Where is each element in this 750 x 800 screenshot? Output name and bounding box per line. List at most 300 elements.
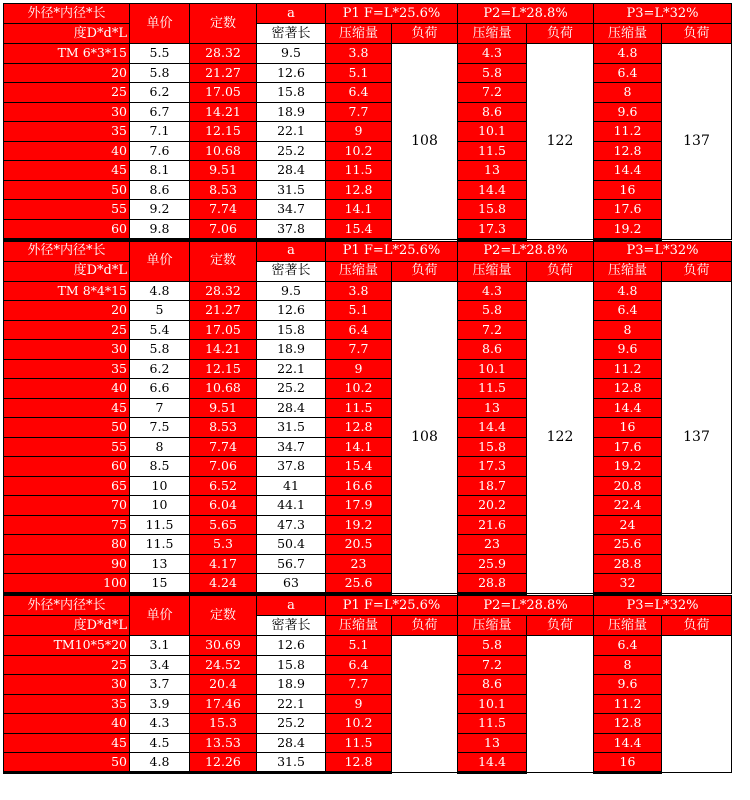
- unit-price[interactable]: 10: [130, 476, 190, 496]
- constant[interactable]: 6.04: [190, 496, 257, 516]
- p1-compression[interactable]: 7.7: [326, 102, 392, 122]
- closed-length[interactable]: 28.4: [257, 733, 326, 753]
- p2-compression[interactable]: 25.9: [458, 554, 527, 574]
- closed-length[interactable]: 37.8: [257, 219, 326, 239]
- unit-price[interactable]: 5.8: [130, 63, 190, 83]
- p1-compression[interactable]: 12.8: [326, 753, 392, 773]
- p2-compression[interactable]: 10.1: [458, 694, 527, 714]
- model-length[interactable]: 90: [4, 554, 130, 574]
- constant[interactable]: 12.15: [190, 359, 257, 379]
- table-row: [4, 636, 732, 656]
- p3-compression[interactable]: 4.8: [594, 281, 662, 301]
- model-length[interactable]: 60: [4, 219, 130, 239]
- p1-compression[interactable]: 11.5: [326, 398, 392, 418]
- table-row: [4, 63, 732, 83]
- unit-price[interactable]: 5.5: [130, 44, 190, 64]
- header-p2[interactable]: P2=L*28.8%: [458, 4, 594, 24]
- p2-compression[interactable]: 14.4: [458, 753, 527, 773]
- table-row: [4, 161, 732, 181]
- header-p1-compression[interactable]: 压缩量: [326, 261, 392, 281]
- p2-compression[interactable]: 15.8: [458, 437, 527, 457]
- unit-price[interactable]: 4.8: [130, 753, 190, 773]
- p1-compression[interactable]: 17.9: [326, 496, 392, 516]
- p1-compression[interactable]: 10.2: [326, 379, 392, 399]
- header-dimension-line1[interactable]: 外径*内径*长: [4, 241, 130, 261]
- p2-compression[interactable]: 20.2: [458, 496, 527, 516]
- model-length[interactable]: TM 6*3*15: [4, 44, 130, 64]
- constant[interactable]: 7.06: [190, 219, 257, 239]
- p3-compression[interactable]: 22.4: [594, 496, 662, 516]
- model-length[interactable]: 60: [4, 457, 130, 477]
- p3-compression[interactable]: 8: [594, 655, 662, 675]
- model-length[interactable]: 65: [4, 476, 130, 496]
- closed-length[interactable]: 44.1: [257, 496, 326, 516]
- table-row: [4, 122, 732, 142]
- header-p3-compression[interactable]: 压缩量: [594, 24, 662, 44]
- header-price[interactable]: 单价: [130, 4, 190, 44]
- table-row: [4, 694, 732, 714]
- p1-compression[interactable]: 19.2: [326, 515, 392, 535]
- p3-compression[interactable]: 6.4: [594, 636, 662, 656]
- closed-length[interactable]: 31.5: [257, 418, 326, 438]
- header-dimension-line1[interactable]: 外径*内径*长: [4, 4, 130, 24]
- p3-compression[interactable]: 16: [594, 753, 662, 773]
- p3-compression[interactable]: 19.2: [594, 219, 662, 239]
- p3-compression[interactable]: 14.4: [594, 161, 662, 181]
- unit-price[interactable]: 9.2: [130, 200, 190, 220]
- p3-compression[interactable]: 32: [594, 574, 662, 594]
- closed-length[interactable]: 28.4: [257, 398, 326, 418]
- p1-compression[interactable]: 16.6: [326, 476, 392, 496]
- p1-compression[interactable]: 3.8: [326, 281, 392, 301]
- constant[interactable]: 14.21: [190, 102, 257, 122]
- header-p3-load[interactable]: 负荷: [662, 24, 732, 44]
- p2-compression[interactable]: 7.2: [458, 83, 527, 103]
- p2-compression[interactable]: 28.8: [458, 574, 527, 594]
- closed-length[interactable]: 15.8: [257, 655, 326, 675]
- unit-price[interactable]: 6.2: [130, 359, 190, 379]
- p1-compression[interactable]: 12.8: [326, 418, 392, 438]
- unit-price[interactable]: 8.1: [130, 161, 190, 181]
- model-length[interactable]: 25: [4, 320, 130, 340]
- p3-load[interactable]: 137: [662, 44, 732, 240]
- unit-price[interactable]: 4.3: [130, 714, 190, 734]
- unit-price[interactable]: 7: [130, 398, 190, 418]
- closed-length[interactable]: 12.6: [257, 301, 326, 321]
- constant[interactable]: 9.51: [190, 398, 257, 418]
- closed-length[interactable]: 22.1: [257, 359, 326, 379]
- constant[interactable]: 20.4: [190, 675, 257, 695]
- table-row: [4, 102, 732, 122]
- model-length[interactable]: TM 8*4*15: [4, 281, 130, 301]
- spec-table-3: [3, 595, 732, 774]
- p2-compression[interactable]: 4.3: [458, 281, 527, 301]
- header-p3-compression[interactable]: 压缩量: [594, 616, 662, 636]
- header-p1[interactable]: P1 F=L*25.6%: [326, 4, 458, 24]
- header-closed-length[interactable]: 密著长: [257, 261, 326, 281]
- unit-price[interactable]: 3.1: [130, 636, 190, 656]
- constant[interactable]: 30.69: [190, 636, 257, 656]
- header-dimension-line2[interactable]: 度D*d*L: [4, 24, 130, 44]
- header-a[interactable]: a: [257, 241, 326, 261]
- header-p1-load[interactable]: 负荷: [392, 24, 458, 44]
- closed-length[interactable]: 15.8: [257, 83, 326, 103]
- header-dimension-line1[interactable]: 外径*内径*长: [4, 596, 130, 616]
- header-a[interactable]: a: [257, 4, 326, 24]
- closed-length[interactable]: 34.7: [257, 200, 326, 220]
- constant[interactable]: 17.46: [190, 694, 257, 714]
- table-row: [4, 753, 732, 773]
- p1-compression[interactable]: 23: [326, 554, 392, 574]
- header-price[interactable]: 单价: [130, 596, 190, 636]
- p3-compression[interactable]: 16: [594, 180, 662, 200]
- unit-price[interactable]: 6.7: [130, 102, 190, 122]
- p2-compression[interactable]: 13: [458, 398, 527, 418]
- p2-compression[interactable]: 14.4: [458, 418, 527, 438]
- model-length[interactable]: 80: [4, 535, 130, 555]
- p1-compression[interactable]: 9: [326, 694, 392, 714]
- p1-compression[interactable]: 11.5: [326, 733, 392, 753]
- constant[interactable]: 7.74: [190, 437, 257, 457]
- model-length[interactable]: 45: [4, 733, 130, 753]
- header-closed-length[interactable]: 密著长: [257, 24, 326, 44]
- header-p2-compression[interactable]: 压缩量: [458, 24, 527, 44]
- unit-price[interactable]: 3.7: [130, 675, 190, 695]
- closed-length[interactable]: 12.6: [257, 63, 326, 83]
- model-length[interactable]: 45: [4, 398, 130, 418]
- header-constant[interactable]: 定数: [190, 241, 257, 281]
- constant[interactable]: 24.52: [190, 655, 257, 675]
- model-length[interactable]: 30: [4, 340, 130, 360]
- p1-load[interactable]: 108: [392, 281, 458, 594]
- p3-compression[interactable]: 20.8: [594, 476, 662, 496]
- constant[interactable]: 7.06: [190, 457, 257, 477]
- model-length[interactable]: 70: [4, 496, 130, 516]
- closed-length[interactable]: 22.1: [257, 694, 326, 714]
- p2-compression[interactable]: 4.3: [458, 44, 527, 64]
- constant[interactable]: 8.53: [190, 418, 257, 438]
- closed-length[interactable]: 12.6: [257, 636, 326, 656]
- p1-compression[interactable]: 11.5: [326, 161, 392, 181]
- p1-load[interactable]: 108: [392, 44, 458, 240]
- p1-compression[interactable]: 15.4: [326, 457, 392, 477]
- p1-compression[interactable]: 9: [326, 122, 392, 142]
- header-p2-compression[interactable]: 压缩量: [458, 616, 527, 636]
- p2-compression[interactable]: 7.2: [458, 655, 527, 675]
- model-length[interactable]: 45: [4, 161, 130, 181]
- header-p2-load[interactable]: 负荷: [527, 261, 594, 281]
- model-length[interactable]: 50: [4, 753, 130, 773]
- p2-compression[interactable]: 8.6: [458, 102, 527, 122]
- p2-compression[interactable]: 23: [458, 535, 527, 555]
- header-p2[interactable]: P2=L*28.8%: [458, 241, 594, 261]
- p2-compression[interactable]: 13: [458, 161, 527, 181]
- closed-length[interactable]: 31.5: [257, 180, 326, 200]
- unit-price[interactable]: 5.8: [130, 340, 190, 360]
- closed-length[interactable]: 15.8: [257, 320, 326, 340]
- p2-compression[interactable]: 7.2: [458, 320, 527, 340]
- p2-compression[interactable]: 17.3: [458, 457, 527, 477]
- p3-compression[interactable]: 8: [594, 83, 662, 103]
- p3-compression[interactable]: 24: [594, 515, 662, 535]
- unit-price[interactable]: 7.1: [130, 122, 190, 142]
- p3-load[interactable]: [662, 636, 732, 773]
- model-length[interactable]: 30: [4, 675, 130, 695]
- model-length[interactable]: 50: [4, 418, 130, 438]
- header-p3[interactable]: P3=L*32%: [594, 4, 732, 24]
- p3-compression[interactable]: 17.6: [594, 200, 662, 220]
- p1-compression[interactable]: 14.1: [326, 437, 392, 457]
- p2-compression[interactable]: 21.6: [458, 515, 527, 535]
- header-p1[interactable]: P1 F=L*25.6%: [326, 241, 458, 261]
- constant[interactable]: 28.32: [190, 44, 257, 64]
- table-row: [4, 340, 732, 360]
- constant[interactable]: 4.17: [190, 554, 257, 574]
- p1-compression[interactable]: 5.1: [326, 63, 392, 83]
- unit-price[interactable]: 15: [130, 574, 190, 594]
- p2-compression[interactable]: 13: [458, 733, 527, 753]
- p1-load[interactable]: [392, 636, 458, 773]
- closed-length[interactable]: 47.3: [257, 515, 326, 535]
- closed-length[interactable]: 25.2: [257, 379, 326, 399]
- closed-length[interactable]: 9.5: [257, 281, 326, 301]
- model-length[interactable]: 25: [4, 655, 130, 675]
- unit-price[interactable]: 8.6: [130, 180, 190, 200]
- constant[interactable]: 10.68: [190, 379, 257, 399]
- p2-compression[interactable]: 15.8: [458, 200, 527, 220]
- constant[interactable]: 5.65: [190, 515, 257, 535]
- unit-price[interactable]: 11.5: [130, 535, 190, 555]
- p3-compression[interactable]: 28.8: [594, 554, 662, 574]
- unit-price[interactable]: 10: [130, 496, 190, 516]
- p3-compression[interactable]: 14.4: [594, 733, 662, 753]
- closed-length[interactable]: 18.9: [257, 340, 326, 360]
- constant[interactable]: 10.68: [190, 141, 257, 161]
- constant[interactable]: 7.74: [190, 200, 257, 220]
- header-p3[interactable]: P3=L*32%: [594, 241, 732, 261]
- p1-compression[interactable]: 5.1: [326, 301, 392, 321]
- unit-price[interactable]: 8: [130, 437, 190, 457]
- p2-compression[interactable]: 17.3: [458, 219, 527, 239]
- p3-compression[interactable]: 9.6: [594, 102, 662, 122]
- header-p2-compression[interactable]: 压缩量: [458, 261, 527, 281]
- p2-compression[interactable]: 8.6: [458, 675, 527, 695]
- header-p1-compression[interactable]: 压缩量: [326, 616, 392, 636]
- header-p3-load[interactable]: 负荷: [662, 616, 732, 636]
- unit-price[interactable]: 6.6: [130, 379, 190, 399]
- header-row: [4, 596, 732, 616]
- p3-compression[interactable]: 11.2: [594, 122, 662, 142]
- p2-compression[interactable]: 10.1: [458, 359, 527, 379]
- model-length[interactable]: 20: [4, 301, 130, 321]
- constant[interactable]: 9.51: [190, 161, 257, 181]
- model-length[interactable]: 35: [4, 694, 130, 714]
- closed-length[interactable]: 18.9: [257, 102, 326, 122]
- header-a[interactable]: a: [257, 596, 326, 616]
- header-p1[interactable]: P1 F=L*25.6%: [326, 596, 458, 616]
- constant[interactable]: 4.24: [190, 574, 257, 594]
- header-constant[interactable]: 定数: [190, 596, 257, 636]
- constant[interactable]: 12.15: [190, 122, 257, 142]
- p3-compression[interactable]: 12.8: [594, 379, 662, 399]
- unit-price[interactable]: 5.4: [130, 320, 190, 340]
- p3-compression[interactable]: 12.8: [594, 714, 662, 734]
- unit-price[interactable]: 13: [130, 554, 190, 574]
- constant[interactable]: 21.27: [190, 63, 257, 83]
- table-row: [4, 554, 732, 574]
- unit-price[interactable]: 3.4: [130, 655, 190, 675]
- header-p1-load[interactable]: 负荷: [392, 261, 458, 281]
- closed-length[interactable]: 34.7: [257, 437, 326, 457]
- header-p3-compression[interactable]: 压缩量: [594, 261, 662, 281]
- constant[interactable]: 28.32: [190, 281, 257, 301]
- p1-compression[interactable]: 6.4: [326, 83, 392, 103]
- header-p2-load[interactable]: 负荷: [527, 24, 594, 44]
- p2-compression[interactable]: 18.7: [458, 476, 527, 496]
- closed-length[interactable]: 56.7: [257, 554, 326, 574]
- constant[interactable]: 17.05: [190, 320, 257, 340]
- header-constant[interactable]: 定数: [190, 4, 257, 44]
- table-row: [4, 496, 732, 516]
- model-length[interactable]: 55: [4, 200, 130, 220]
- header-p1-compression[interactable]: 压缩量: [326, 24, 392, 44]
- model-length[interactable]: 55: [4, 437, 130, 457]
- header-p2[interactable]: P2=L*28.8%: [458, 596, 594, 616]
- p2-load[interactable]: [527, 636, 594, 773]
- table-row: [4, 457, 732, 477]
- p3-compression[interactable]: 11.2: [594, 694, 662, 714]
- unit-price[interactable]: 4.8: [130, 281, 190, 301]
- p1-compression[interactable]: 7.7: [326, 340, 392, 360]
- p3-compression[interactable]: 9.6: [594, 340, 662, 360]
- p3-compression[interactable]: 4.8: [594, 44, 662, 64]
- p1-compression[interactable]: 15.4: [326, 219, 392, 239]
- p3-compression[interactable]: 8: [594, 320, 662, 340]
- p1-compression[interactable]: 6.4: [326, 320, 392, 340]
- unit-price[interactable]: 9.8: [130, 219, 190, 239]
- p3-compression[interactable]: 14.4: [594, 398, 662, 418]
- model-length[interactable]: 75: [4, 515, 130, 535]
- p2-compression[interactable]: 10.1: [458, 122, 527, 142]
- p1-compression[interactable]: 6.4: [326, 655, 392, 675]
- constant[interactable]: 14.21: [190, 340, 257, 360]
- model-length[interactable]: 35: [4, 359, 130, 379]
- constant[interactable]: 15.3: [190, 714, 257, 734]
- header-dimension-line2[interactable]: 度D*d*L: [4, 616, 130, 636]
- closed-length[interactable]: 31.5: [257, 753, 326, 773]
- closed-length[interactable]: 25.2: [257, 141, 326, 161]
- header-p2-load[interactable]: 负荷: [527, 616, 594, 636]
- p3-compression[interactable]: 16: [594, 418, 662, 438]
- constant[interactable]: 8.53: [190, 180, 257, 200]
- model-length[interactable]: 40: [4, 714, 130, 734]
- constant[interactable]: 21.27: [190, 301, 257, 321]
- unit-price[interactable]: 3.9: [130, 694, 190, 714]
- header-row: [4, 241, 732, 261]
- p1-compression[interactable]: 10.2: [326, 714, 392, 734]
- p1-compression[interactable]: 10.2: [326, 141, 392, 161]
- closed-length[interactable]: 18.9: [257, 675, 326, 695]
- p2-compression[interactable]: 5.8: [458, 301, 527, 321]
- p3-compression[interactable]: 25.6: [594, 535, 662, 555]
- unit-price[interactable]: 8.5: [130, 457, 190, 477]
- p1-compression[interactable]: 5.1: [326, 636, 392, 656]
- p1-compression[interactable]: 9: [326, 359, 392, 379]
- closed-length[interactable]: 9.5: [257, 44, 326, 64]
- closed-length[interactable]: 41: [257, 476, 326, 496]
- header-p3[interactable]: P3=L*32%: [594, 596, 732, 616]
- p3-compression[interactable]: 9.6: [594, 675, 662, 695]
- model-length[interactable]: TM10*5*20: [4, 636, 130, 656]
- model-length[interactable]: 20: [4, 63, 130, 83]
- p3-compression[interactable]: 11.2: [594, 359, 662, 379]
- model-length[interactable]: 40: [4, 141, 130, 161]
- p3-compression[interactable]: 17.6: [594, 437, 662, 457]
- constant[interactable]: 13.53: [190, 733, 257, 753]
- header-dimension-line2[interactable]: 度D*d*L: [4, 261, 130, 281]
- p3-load[interactable]: 137: [662, 281, 732, 594]
- constant[interactable]: 17.05: [190, 83, 257, 103]
- header-p3-load[interactable]: 负荷: [662, 261, 732, 281]
- p1-compression[interactable]: 12.8: [326, 180, 392, 200]
- header-closed-length[interactable]: 密著长: [257, 616, 326, 636]
- closed-length[interactable]: 28.4: [257, 161, 326, 181]
- unit-price[interactable]: 11.5: [130, 515, 190, 535]
- header-p1-load[interactable]: 负荷: [392, 616, 458, 636]
- unit-price[interactable]: 7.6: [130, 141, 190, 161]
- p3-compression[interactable]: 6.4: [594, 63, 662, 83]
- p1-compression[interactable]: 14.1: [326, 200, 392, 220]
- p2-compression[interactable]: 11.5: [458, 379, 527, 399]
- model-length[interactable]: 25: [4, 83, 130, 103]
- model-length[interactable]: 30: [4, 102, 130, 122]
- p2-compression[interactable]: 11.5: [458, 141, 527, 161]
- p2-compression[interactable]: 14.4: [458, 180, 527, 200]
- p2-compression[interactable]: 8.6: [458, 340, 527, 360]
- unit-price[interactable]: 6.2: [130, 83, 190, 103]
- closed-length[interactable]: 50.4: [257, 535, 326, 555]
- constant[interactable]: 5.3: [190, 535, 257, 555]
- p3-compression[interactable]: 19.2: [594, 457, 662, 477]
- model-length[interactable]: 40: [4, 379, 130, 399]
- p2-compression[interactable]: 5.8: [458, 636, 527, 656]
- constant[interactable]: 6.52: [190, 476, 257, 496]
- p1-compression[interactable]: 7.7: [326, 675, 392, 695]
- closed-length[interactable]: 25.2: [257, 714, 326, 734]
- unit-price[interactable]: 7.5: [130, 418, 190, 438]
- closed-length[interactable]: 63: [257, 574, 326, 594]
- p1-compression[interactable]: 25.6: [326, 574, 392, 594]
- p3-compression[interactable]: 6.4: [594, 301, 662, 321]
- closed-length[interactable]: 22.1: [257, 122, 326, 142]
- p2-compression[interactable]: 11.5: [458, 714, 527, 734]
- p1-compression[interactable]: 20.5: [326, 535, 392, 555]
- unit-price[interactable]: 4.5: [130, 733, 190, 753]
- model-length[interactable]: 50: [4, 180, 130, 200]
- p1-compression[interactable]: 3.8: [326, 44, 392, 64]
- p2-load[interactable]: 122: [527, 281, 594, 594]
- header-price[interactable]: 单价: [130, 241, 190, 281]
- closed-length[interactable]: 37.8: [257, 457, 326, 477]
- p2-load[interactable]: 122: [527, 44, 594, 240]
- p2-compression[interactable]: 5.8: [458, 63, 527, 83]
- model-length[interactable]: 100: [4, 574, 130, 594]
- model-length[interactable]: 35: [4, 122, 130, 142]
- constant[interactable]: 12.26: [190, 753, 257, 773]
- table-row: [4, 83, 732, 103]
- unit-price[interactable]: 5: [130, 301, 190, 321]
- p3-compression[interactable]: 12.8: [594, 141, 662, 161]
